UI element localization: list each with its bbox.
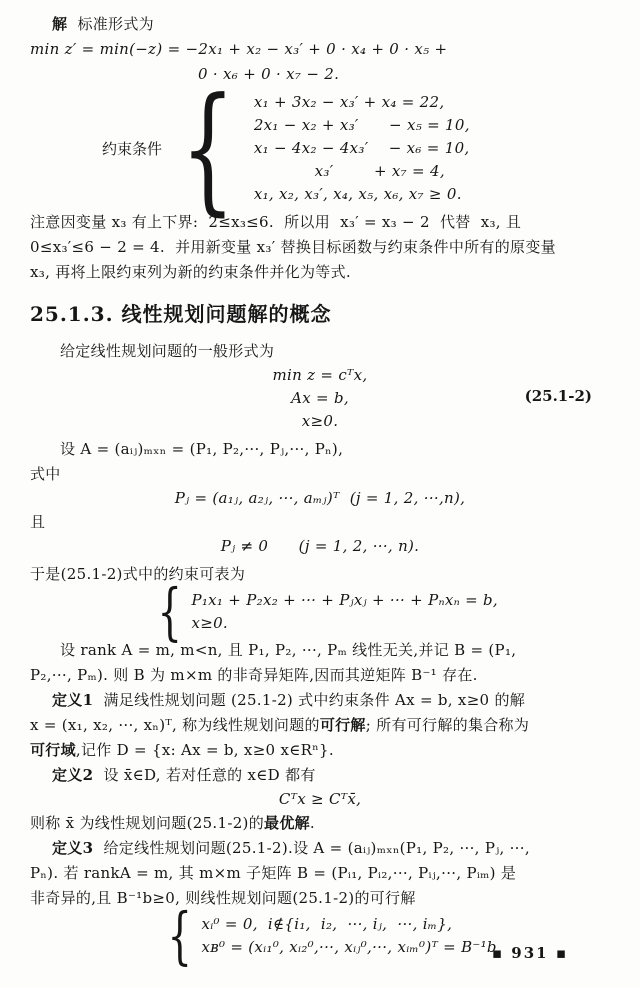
note-line-3: x₃, 再将上限约束列为新的约束条件并化为等式. (30, 263, 351, 281)
definition1-line2-pre: x = (x₁, x₂, ···, xₙ)ᵀ, 称为线性规划问题的 (30, 715, 320, 734)
basic-solution-rows (201, 913, 496, 959)
basic-solution-row: xᵢ⁰ = 0, i∉{i₁, i₂, ···, iⱼ, ···, iₘ}, (201, 915, 453, 934)
general-form-objective: min z = cᵀx, (272, 366, 368, 384)
solution-intro-line (30, 12, 610, 37)
expansion-system (30, 575, 610, 648)
objective-line-1: min z′ = min(−z) = −2x₁ + x₂ − x₃′ + 0 · x₄ + 0 · x₅ + (30, 40, 448, 58)
definition1-text: 满足线性规划问题 (25.1-2) 式中约束条件 Ax = b, x≥0 的解 (93, 690, 526, 709)
definition2-conclusion (30, 811, 610, 836)
note-line-2: 0≤x₃′≤6 − 2 = 4. 并用新变量 x₃′ 替换目标函数与约束条件中所有的原变量 (30, 238, 556, 256)
page-number: ▪ 931 ▪ (491, 944, 568, 962)
constraint-row: x₁, x₂, x₃′, x₄, x₅, x₆, x₇ ≥ 0. (253, 185, 462, 203)
expansion-row: P₁x₁ + P₂x₂ + ··· + Pⱼxⱼ + ··· + Pₙxₙ = b, (191, 591, 499, 610)
definition1-line3-post: ,记作 D = {x: Ax = b, x≥0 x∈Rⁿ}. (75, 740, 334, 759)
left-brace-icon: { (180, 67, 236, 229)
solution-intro-text: 标准形式为 (67, 15, 154, 33)
definition1-line2-post: ; 所有可行解的集合称为 (365, 715, 530, 734)
definition1-line-1 (30, 688, 610, 713)
pj-nonzero: Pⱼ ≠ 0 (j = 1, 2, ···, n). (220, 537, 420, 555)
expansion-row: x≥0. (191, 614, 228, 633)
equation-number: (25.1-2) (524, 387, 592, 405)
left-brace-icon: { (157, 575, 182, 648)
optimality-inequality: Cᵀx ≥ Cᵀx̄, (278, 789, 362, 808)
expansion-rows (191, 589, 498, 635)
left-brace-icon: { (167, 898, 192, 972)
note-line-1: 注意因变量 x₃ 有上下界: 2≤x₃≤6. 所以用 x₃′ = x₃ − 2 代替 x₃, 且 (30, 213, 522, 231)
definition3-line-1 (30, 836, 610, 861)
definition3-line-2: Pₙ). 若 rankA = m, 其 m×m 子矩阵 B = (Pᵢ₁, Pᵢ₂,···, Pᵢⱼ,···, Pᵢₘ) 是 (30, 863, 517, 882)
expansion-intro: 于是(25.1-2)式中的约束可表为 (30, 565, 246, 583)
definition3-label: 定义3 (52, 838, 94, 857)
constraint-row: x₁ + 3x₂ − x₃′ + x₄ = 22, (253, 93, 445, 111)
rank-line-1: 设 rank A = m, m<n, 且 P₁, P₂, ···, Pₘ 线性无关,并记 B = (P₁, (60, 640, 517, 659)
definition2-conclusion-pre: 则称 x̄ 为线性规划问题(25.1-2)的 (30, 813, 265, 832)
solution-label: 解 (52, 15, 68, 33)
general-form-nonnegativity: x≥0. (301, 412, 339, 430)
definition3-text: 给定线性规划问题(25.1-2).设 A = (aᵢⱼ)ₘₓₙ(P₁, P₂, ···, Pⱼ, ···, (93, 838, 530, 857)
constraint-rows (254, 91, 470, 206)
definition1-line-2 (30, 713, 610, 738)
constraint-row: x₁ − 4x₂ − 4x₃′ − x₆ = 10, (253, 139, 470, 157)
definition1-line-3 (30, 738, 610, 763)
definition2-text: 设 x̄∈D, 若对任意的 x∈D 都有 (93, 765, 316, 784)
general-form-intro: 给定线性规划问题的一般形式为 (60, 342, 275, 360)
rank-line-2: P₂,···, Pₘ). 则 B 为 m×m 的非奇异矩阵,因而其逆矩阵 B⁻¹ 存在. (30, 665, 478, 684)
definition2-line-1 (30, 763, 610, 788)
constraint-row: x₃′ + x₇ = 4, (253, 162, 445, 180)
definition3-line-3: 非奇异的,且 B⁻¹b≥0, 则线性规划问题(25.1-2)的可行解 (30, 888, 416, 907)
definition2-label: 定义2 (52, 765, 94, 784)
objective-line-2: 0 · x₆ + 0 · x₇ − 2. (198, 65, 340, 83)
where-label: 式中 (30, 465, 61, 483)
definition1-label: 定义1 (52, 690, 94, 709)
matrix-def-line: 设 A = (aᵢⱼ)ₘₓₙ = (P₁, P₂,···, Pⱼ,···, Pₙ), (60, 440, 344, 458)
feasible-region-term: 可行域 (30, 740, 76, 759)
feasible-solution-term: 可行解 (319, 715, 366, 734)
constraint-row: 2x₁ − x₂ + x₃′ − x₅ = 10, (253, 116, 470, 134)
general-form-equation: Ax = b, (291, 389, 349, 407)
and-label: 且 (30, 513, 46, 531)
definition2-conclusion-post: . (309, 813, 315, 832)
pj-formula: Pⱼ = (a₁ⱼ, a₂ⱼ, ···, aₘⱼ)ᵀ (j = 1, 2, ···,n), (174, 489, 466, 507)
section-heading: 25.1.3. 线性规划问题解的概念 (30, 302, 332, 326)
constraints-label: 约束条件 (102, 140, 163, 158)
optimal-solution-term: 最优解 (264, 813, 310, 832)
basic-solution-row: xʙ⁰ = (xᵢ₁⁰, xᵢ₂⁰,···, xᵢⱼ⁰,···, xᵢₘ⁰)ᵀ = B⁻¹b (201, 938, 497, 957)
general-form-equation-row (30, 387, 610, 410)
